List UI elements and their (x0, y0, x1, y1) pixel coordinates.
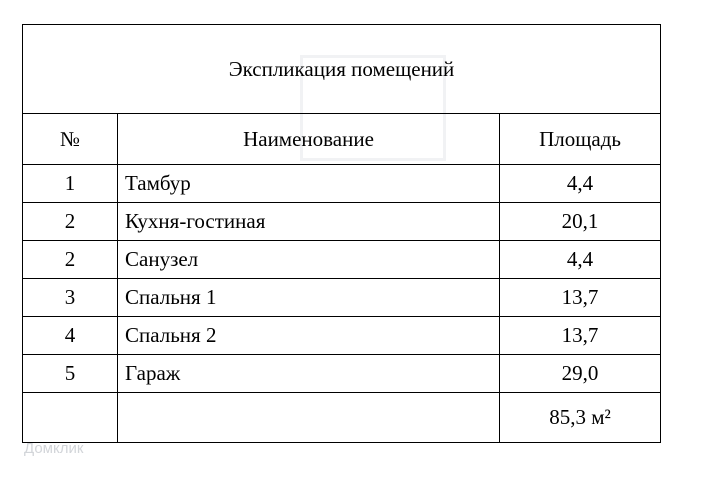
header-row (23, 114, 661, 165)
row-area: 20,1 (500, 203, 661, 241)
total-name-empty (118, 393, 500, 443)
row-name: Санузел (118, 241, 500, 279)
header-name: Наименование (118, 114, 500, 165)
header-area: Площадь (500, 114, 661, 165)
row-name: Тамбур (118, 165, 500, 203)
table-row (23, 241, 661, 279)
table-row (23, 165, 661, 203)
row-area: 13,7 (500, 279, 661, 317)
watermark-corner: Домклик (24, 440, 84, 457)
row-area: 4,4 (500, 165, 661, 203)
table-row (23, 317, 661, 355)
row-area: 29,0 (500, 355, 661, 393)
row-name: Кухня-гостиная (118, 203, 500, 241)
row-area: 13,7 (500, 317, 661, 355)
table-row (23, 203, 661, 241)
row-name: Гараж (118, 355, 500, 393)
total-area: 85,3 м² (500, 393, 661, 443)
explication-table (22, 24, 661, 443)
table-row (23, 355, 661, 393)
row-name: Спальня 1 (118, 279, 500, 317)
row-number: 2 (23, 241, 118, 279)
row-number: 4 (23, 317, 118, 355)
title-row (23, 25, 661, 114)
table-title: Экспликация помещений (23, 25, 661, 114)
table-row (23, 279, 661, 317)
total-number-empty (23, 393, 118, 443)
header-number: № (23, 114, 118, 165)
row-number: 5 (23, 355, 118, 393)
row-number: 2 (23, 203, 118, 241)
total-row (23, 393, 661, 443)
row-area: 4,4 (500, 241, 661, 279)
row-number: 1 (23, 165, 118, 203)
row-name: Спальня 2 (118, 317, 500, 355)
row-number: 3 (23, 279, 118, 317)
